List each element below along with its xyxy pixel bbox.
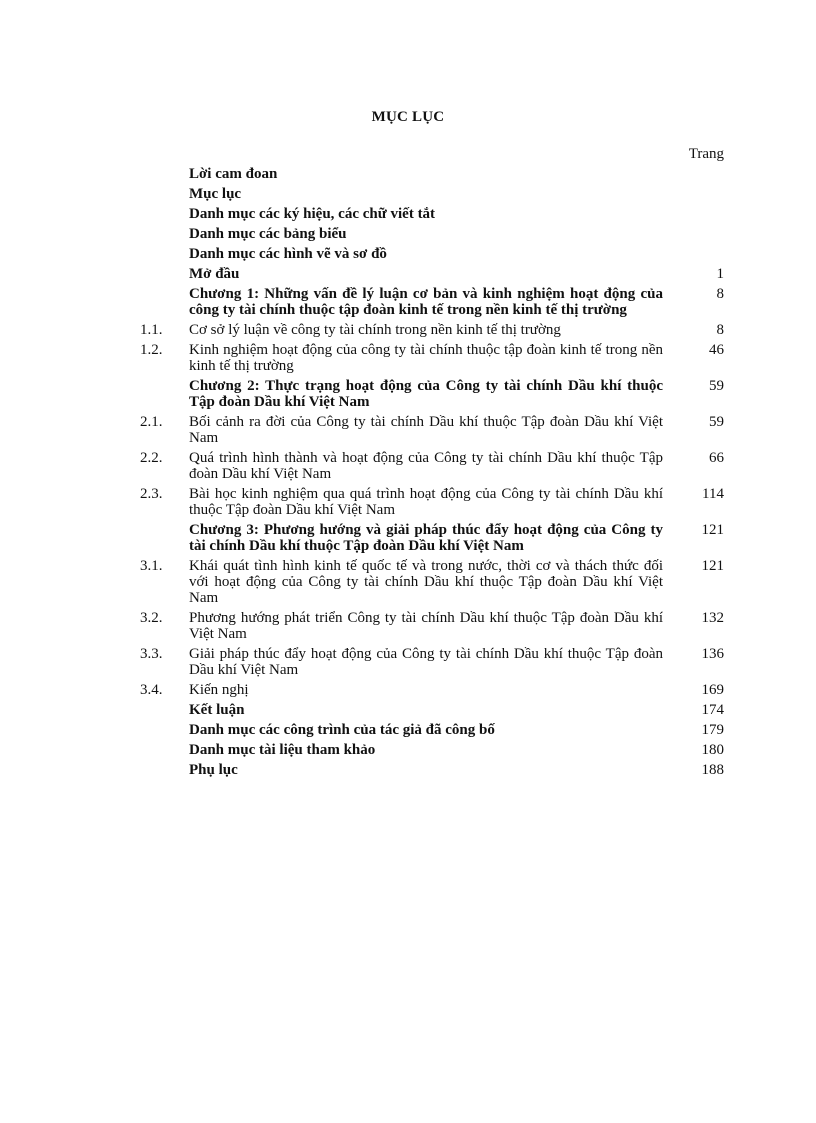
toc-entry-page: 169 bbox=[701, 682, 724, 698]
page-title: MỤC LỤC bbox=[371, 109, 445, 125]
toc-entry-text: Danh mục các ký hiệu, các chữ viết tắt bbox=[189, 206, 436, 222]
toc-entry-text: Danh mục tài liệu tham khảo bbox=[189, 742, 376, 758]
toc-entry-text: Bài học kinh nghiệm qua quá trình hoạt động của Công ty tài chính Dầu khí thuộc Tập đoàn Dầu khí Việt Nam bbox=[189, 486, 663, 518]
toc-entry-text: Kết luận bbox=[189, 702, 245, 718]
toc-entry-number: 3.2. bbox=[140, 610, 163, 626]
toc-entry bbox=[0, 286, 816, 318]
toc-entry-text: Quá trình hình thành và hoạt động của Công ty tài chính Dầu khí thuộc Tập đoàn Dầu khí Việt Nam bbox=[189, 450, 663, 482]
toc-entry-page: 180 bbox=[701, 742, 724, 758]
toc-entry bbox=[0, 342, 816, 374]
toc-entry-text: Chương 2: Thực trạng hoạt động của Công ty tài chính Dầu khí thuộc Tập đoàn Dầu khí Việt Nam bbox=[189, 378, 663, 410]
toc-entry-text: Danh mục các hình vẽ và sơ đồ bbox=[189, 246, 387, 262]
toc-entry bbox=[0, 722, 816, 738]
toc-entry bbox=[0, 558, 816, 606]
toc-entry-number: 1.1. bbox=[140, 322, 163, 338]
toc-entry bbox=[0, 682, 816, 698]
toc-entry bbox=[0, 450, 816, 482]
toc-entry bbox=[0, 610, 816, 642]
toc-entry bbox=[0, 186, 816, 202]
toc-entry-text: Khái quát tình hình kinh tế quốc tế và trong nước, thời cơ và thách thức đối với hoạt động của Công ty tài chính Dầu khí thuộc Tập đoàn Dầu khí Việt Nam bbox=[189, 558, 663, 606]
table-of-contents bbox=[0, 166, 816, 782]
toc-entry-text: Chương 3: Phương hướng và giải pháp thúc đẩy hoạt động của Công ty tài chính Dầu khí thuộc Tập đoàn Dầu khí Việt Nam bbox=[189, 522, 663, 554]
toc-entry-page: 59 bbox=[709, 378, 724, 394]
toc-entry-number: 2.3. bbox=[140, 486, 163, 502]
toc-entry-page: 1 bbox=[716, 266, 724, 282]
toc-entry-number: 2.2. bbox=[140, 450, 163, 466]
toc-entry-number: 2.1. bbox=[140, 414, 163, 430]
toc-entry-page: 121 bbox=[701, 522, 724, 538]
toc-entry-text: Kinh nghiệm hoạt động của công ty tài chính thuộc tập đoàn kinh tế trong nền kinh tế thị trường bbox=[189, 342, 663, 374]
page-column-header: Trang bbox=[688, 146, 724, 162]
toc-entry-text: Phụ lục bbox=[189, 762, 238, 778]
toc-entry bbox=[0, 742, 816, 758]
toc-entry bbox=[0, 322, 816, 338]
toc-entry-page: 188 bbox=[701, 762, 724, 778]
toc-entry-number: 3.4. bbox=[140, 682, 163, 698]
toc-entry-text: Kiến nghị bbox=[189, 682, 249, 698]
toc-entry bbox=[0, 486, 816, 518]
toc-entry-page: 66 bbox=[709, 450, 724, 466]
toc-entry bbox=[0, 378, 816, 410]
toc-entry-page: 59 bbox=[709, 414, 724, 430]
toc-entry-number: 1.2. bbox=[140, 342, 163, 358]
toc-entry bbox=[0, 414, 816, 446]
toc-entry bbox=[0, 266, 816, 282]
toc-entry-page: 136 bbox=[701, 646, 724, 662]
toc-entry-text: Mở đầu bbox=[189, 266, 240, 282]
toc-entry-page: 132 bbox=[701, 610, 724, 626]
toc-entry-page: 8 bbox=[716, 286, 724, 302]
toc-entry-text: Mục lục bbox=[189, 186, 242, 202]
toc-entry bbox=[0, 646, 816, 678]
toc-entry-page: 114 bbox=[702, 486, 724, 502]
toc-entry-number: 3.3. bbox=[140, 646, 163, 662]
toc-entry-page: 46 bbox=[709, 342, 724, 358]
toc-entry-text: Chương 1: Những vấn đề lý luận cơ bản và kinh nghiệm hoạt động của công ty tài chính thuộc tập đoàn kinh tế trong nền kinh tế thị trường bbox=[189, 286, 663, 318]
toc-entry-text: Bối cảnh ra đời của Công ty tài chính Dầu khí thuộc Tập đoàn Dầu khí Việt Nam bbox=[189, 414, 663, 446]
toc-entry bbox=[0, 166, 816, 182]
toc-entry bbox=[0, 206, 816, 222]
toc-entry bbox=[0, 226, 816, 242]
toc-entry bbox=[0, 762, 816, 778]
toc-entry-text: Giải pháp thúc đẩy hoạt động của Công ty tài chính Dầu khí thuộc Tập đoàn Dầu khí Việt Nam bbox=[189, 646, 663, 678]
toc-entry-page: 121 bbox=[701, 558, 724, 574]
toc-entry-number: 3.1. bbox=[140, 558, 163, 574]
toc-entry-page: 174 bbox=[701, 702, 724, 718]
toc-entry-text: Phương hướng phát triển Công ty tài chính Dầu khí thuộc Tập đoàn Dầu khí Việt Nam bbox=[189, 610, 663, 642]
toc-entry-text: Cơ sở lý luận về công ty tài chính trong nền kinh tế thị trường bbox=[189, 322, 561, 338]
toc-entry-text: Danh mục các công trình của tác giả đã công bố bbox=[189, 722, 495, 738]
toc-entry-page: 179 bbox=[701, 722, 724, 738]
toc-entry-page: 8 bbox=[716, 322, 724, 338]
toc-entry bbox=[0, 246, 816, 262]
toc-entry bbox=[0, 522, 816, 554]
toc-entry bbox=[0, 702, 816, 718]
toc-entry-text: Lời cam đoan bbox=[189, 166, 278, 182]
toc-entry-text: Danh mục các bảng biểu bbox=[189, 226, 347, 242]
